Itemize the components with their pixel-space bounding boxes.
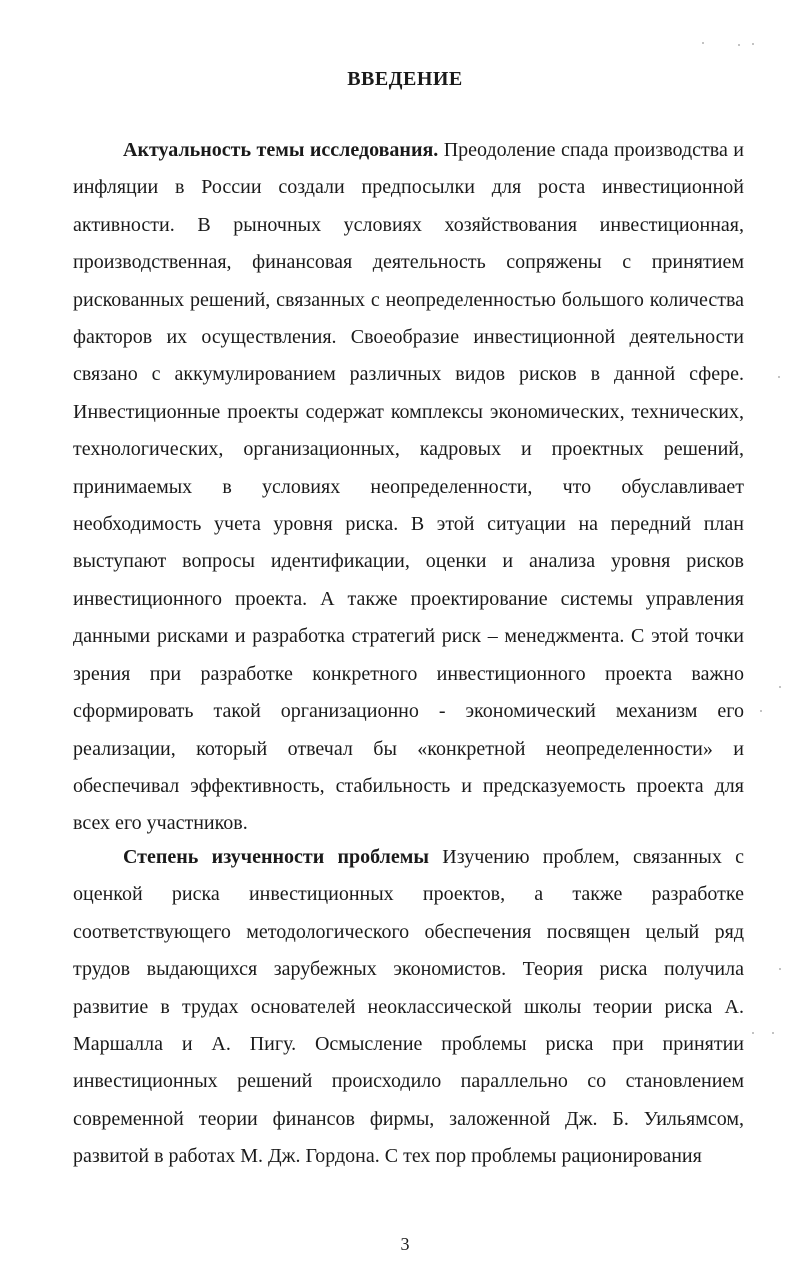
paragraph-body-relevance: Преодоление спада производства и инфляции в России создали предпосылки для роста инвестиционной активности. В рыночных условиях хозяйствования инвестиционная, производственная, финансовая деятельность сопряжены с принятием рискованных решений, связанных с неопределенностью большого количества факторов их осуществления. Своеобразие инвестиционной деятельности связано с аккумулированием различных видов рисков в данной сфере. Инвестиционные проекты содержат комплексы экономических, технических, технологических, организационных, кадровых и проектных решений, принимаемых в условиях неопределенности, что обуславливает необходимость учета уровня риска. В этой ситуации на передний план выступают вопросы идентификации, оценки и анализа уровня рисков инвестиционного проекта. А также проектирование системы управления данными рисками и разработка стратегий риск – менеджмента. С этой точки зрения при разработке конкретного инвестиционного проекта важно сформировать такой организационно - экономический механизм его реализации, который отвечал бы «конкретной неопределенности» и обеспечивал эффективность, стабильность и предсказуемость проекта для всех его участников.: [73, 139, 744, 835]
paragraph-relevance: [73, 132, 744, 843]
scan-speck: [752, 43, 754, 45]
scan-speck: [779, 968, 781, 970]
paragraph-body-research-degree: Изучению проблем, связанных с оценкой риска инвестиционных проектов, а также разработке соответствующего методологического обеспечения посвящен целый ряд трудов выдающихся зарубежных экономистов. Теория риска получила развитие в трудах основателей неоклассической школы теории риска А. Маршалла и А. Пигу. Осмысление проблемы риска при принятии инвестиционных решений происходило параллельно со становлением современной теории финансов фирмы, заложенной Дж. Б. Уильямсом, развитой в работах М. Дж. Гордона. С тех пор проблемы рационирования: [73, 846, 745, 1168]
scan-speck: [738, 44, 740, 46]
scan-speck: [760, 710, 762, 712]
scan-speck: [778, 376, 780, 378]
page-number: 3: [400, 1234, 410, 1254]
page-title: ВВЕДЕНИЕ: [347, 68, 463, 90]
paragraph-research-degree: [73, 839, 744, 1176]
scan-speck: [779, 686, 781, 688]
paragraph-lead-relevance: Актуальность темы исследования.: [123, 139, 439, 161]
scan-speck: [702, 42, 704, 44]
scan-speck: [752, 1032, 754, 1034]
paragraph-lead-research-degree: Степень изученности проблемы: [123, 846, 430, 868]
scan-speck: [772, 1032, 774, 1034]
